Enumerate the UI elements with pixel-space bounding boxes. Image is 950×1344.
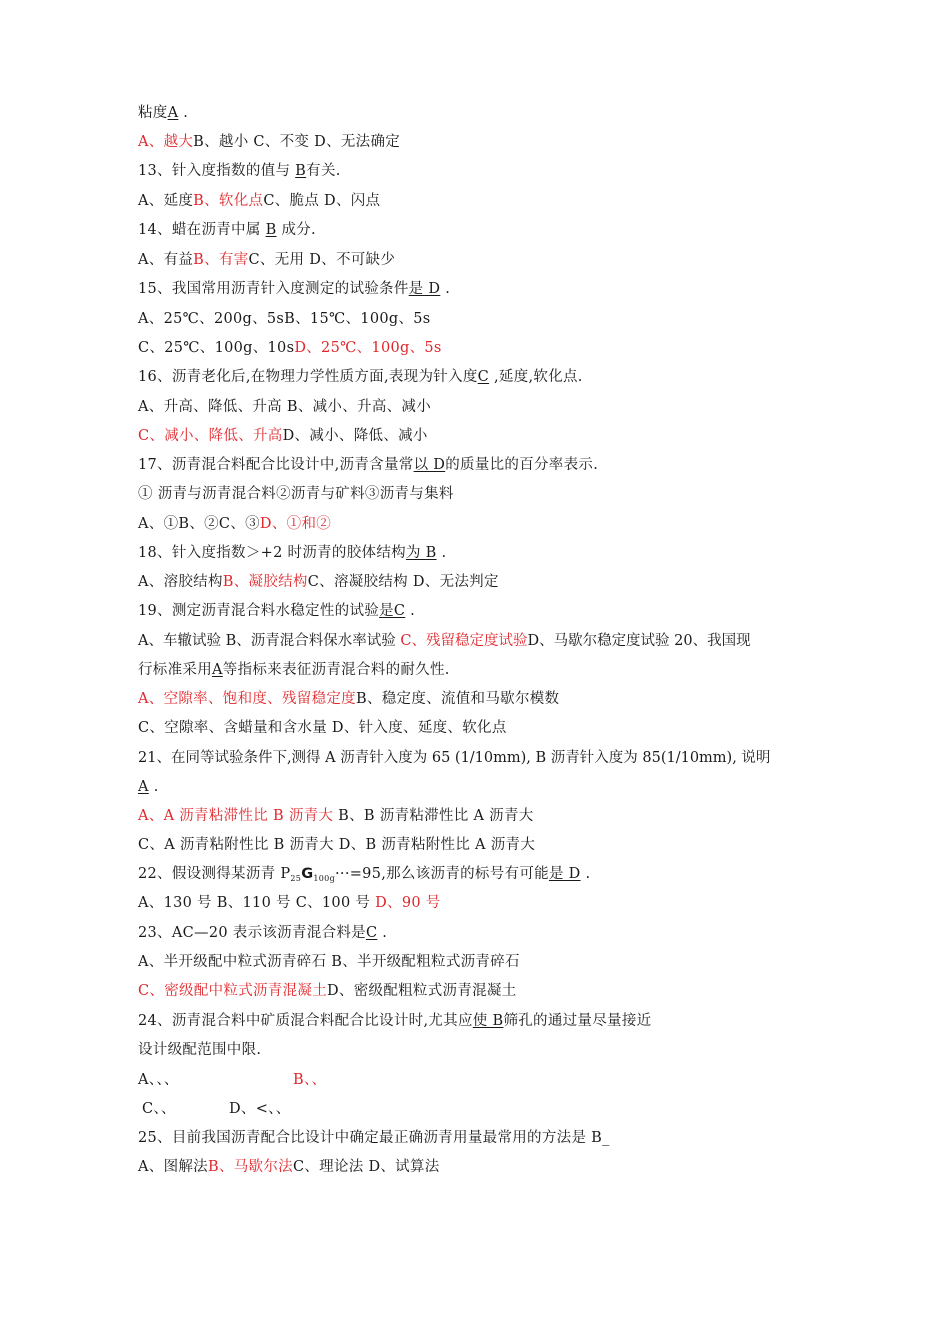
line-q23-options-2: C、密级配中粒式沥青混凝土D、密级配粗粒式沥青混凝土: [138, 983, 517, 999]
answer-highlight: B、、: [293, 1072, 327, 1088]
line-q21-options-1: A、A 沥青粘滞性比 B 沥青大 B、B 沥青粘滞性比 A 沥青大: [138, 808, 534, 824]
line-q23: 23、AC—20 表示该沥青混合料是C .: [138, 925, 388, 941]
line-q18-options: A、溶胶结构B、凝胶结构C、溶凝胶结构 D、无法判定: [138, 574, 499, 590]
line-q15: 15、我国常用沥青针入度测定的试验条件是 D .: [138, 281, 451, 297]
line-q16-options-1: A、升高、降低、升高 B、减小、升高、减小: [138, 399, 432, 415]
line-q15-options-2: C、25℃、100g、10sD、25℃、100g、5s: [138, 340, 442, 356]
answer-highlight: A、A 沥青粘滞性比 B 沥青大: [138, 808, 334, 824]
line-q25-options: A、图解法B、马歇尔法C、理论法 D、试算法: [138, 1159, 440, 1175]
line-q19-options: A、车辙试验 B、沥青混合料保水率试验 C、残留稳定度试验D、马歇尔稳定度试验 20、我国现: [138, 633, 751, 649]
answer-highlight: A、空隙率、饱和度、残留稳定度: [138, 691, 356, 707]
answer-highlight: C、减小、降低、升高: [138, 428, 283, 444]
line-q22-options: A、130 号 B、110 号 C、100 号 D、90 号: [138, 895, 441, 911]
line-q21: 21、在同等试验条件下,测得 A 沥青针入度为 65 (1/10mm), B 沥青针入度为 85(1/10mm), 说明: [138, 750, 771, 766]
line-q12-tail: 粘度A .: [138, 105, 189, 121]
line-q24-options-1: A、、、 B、、: [138, 1072, 327, 1088]
answer-highlight: B、软化点: [193, 193, 264, 209]
line-q24-cont: 设计级配范围中限.: [138, 1042, 262, 1058]
answer-highlight: B、凝胶结构: [222, 574, 308, 590]
line-q20: 行标准采用A等指标来表征沥青混合料的耐久性.: [138, 662, 450, 678]
line-q21-answer: A .: [138, 779, 159, 795]
line-q14: 14、蜡在沥青中属 B 成分.: [138, 222, 316, 238]
answer-highlight: C、残留稳定度试验: [400, 633, 528, 649]
answer-highlight: D、90 号: [375, 895, 441, 911]
line-q13-options: A、延度B、软化点C、脆点 D、闪点: [138, 193, 381, 209]
line-q13: 13、针入度指数的值与 B有关.: [138, 163, 341, 179]
line-q17-items: ① 沥青与沥青混合料②沥青与矿料③沥青与集料: [138, 486, 454, 502]
line-q20-options-1: A、空隙率、饱和度、残留稳定度B、稳定度、流值和马歇尔模数: [138, 691, 560, 707]
answer-highlight: B、马歇尔法: [207, 1159, 293, 1175]
answer-highlight: A、越大: [138, 134, 194, 150]
line-q14-options: A、有益B、有害C、无用 D、不可缺少: [138, 252, 396, 268]
line-q24-options-2: C、、 D、<、、: [142, 1101, 291, 1117]
line-q17: 17、沥青混合料配合比设计中,沥青含量常以 D的质量比的百分率表示.: [138, 457, 599, 473]
answer-highlight: D、①和②: [259, 516, 332, 532]
line-q19: 19、测定沥青混合料水稳定性的试验是C .: [138, 603, 416, 619]
line-q22: 22、假设测得某沥青 $P_{25}G_{100g}\cdot\cdot\cdot=95$,那么该沥青的标号有可能是 D .: [138, 866, 591, 883]
line-q15-options-1: A、25℃、200g、5sB、15℃、100g、5s: [138, 311, 431, 327]
answer-highlight: C、密级配中粒式沥青混凝土: [138, 983, 327, 999]
answer-highlight: B、有害: [193, 252, 249, 268]
line-q21-options-2: C、A 沥青粘附性比 B 沥青大 D、B 沥青粘附性比 A 沥青大: [138, 837, 536, 853]
line-q25: 25、目前我国沥青配合比设计中确定最正确沥青用量最常用的方法是 B_: [138, 1130, 610, 1146]
line-q24: 24、沥青混合料中矿质混合料配合比设计时,尤其应使 B筛孔的通过量尽量接近: [138, 1013, 652, 1029]
line-q16: 16、沥青老化后,在物理力学性质方面,表现为针入度C ,延度,软化点.: [138, 369, 583, 385]
answer-highlight: D、25℃、100g、5s: [294, 340, 442, 356]
line-q16-options-2: C、减小、降低、升高D、减小、降低、减小: [138, 428, 428, 444]
line-q12-options: A、越大B、越小 C、不变 D、无法确定: [138, 134, 401, 150]
line-q17-options: A、①B、②C、③D、①和②: [138, 516, 332, 532]
line-q18: 18、针入度指数＞+2 时沥青的胶体结构为 B .: [138, 545, 447, 561]
line-q23-options-1: A、半开级配中粒式沥青碎石 B、半开级配粗粒式沥青碎石: [138, 954, 520, 970]
line-q20-options-2: C、空隙率、含蜡量和含水量 D、针入度、延度、软化点: [138, 720, 507, 736]
